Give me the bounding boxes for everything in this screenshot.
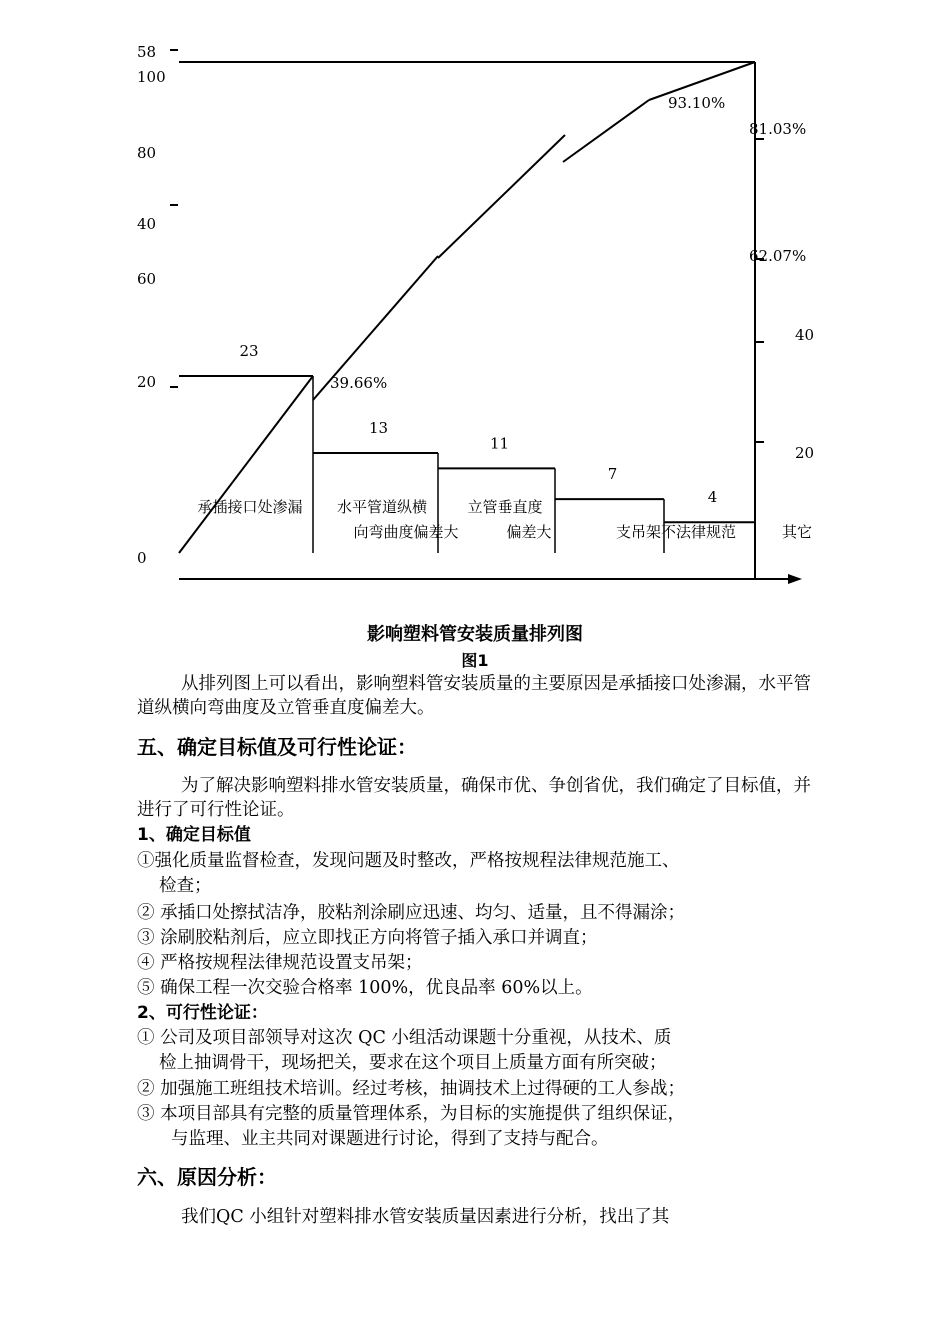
left-tick-label: 40: [137, 215, 157, 233]
category-label: 立管垂直度: [467, 498, 543, 516]
left-tick-label: 58: [137, 43, 157, 61]
left-tick-label: 80: [137, 144, 157, 162]
category-label: 支吊架不法律规范: [615, 523, 737, 541]
bar-value-label: 11: [489, 434, 510, 453]
left-tick-label: 20: [137, 373, 157, 391]
bar-value-label: 4: [707, 488, 718, 507]
cumulative-label: 93.10%: [668, 94, 726, 112]
list-item: ①强化质量监督检查，发现问题及时整改，严格按规程法律规范施工、: [137, 851, 680, 871]
left-tick-label: 60: [137, 270, 157, 288]
list-item: ② 承插口处擦拭洁净，胶粘剂涂刷应迅速、均匀、适量，且不得漏涂；: [137, 903, 686, 923]
cumulative-line: [179, 376, 313, 553]
category-label: 其它: [781, 523, 813, 541]
right-tick-label: 40: [795, 326, 815, 344]
list-item: 检上抽调骨干，现场把关，要求在这个项目上质量方面有所突破；: [159, 1053, 667, 1073]
cumulative-line: [438, 135, 565, 258]
cumulative-label: 39.66%: [330, 374, 388, 392]
pareto-chart: [0, 0, 950, 600]
figure-title: 影响塑料管安装质量排列图: [367, 624, 583, 645]
list-item: ⑤ 确保工程一次交验合格率 100%，优良品率 60%以上。: [137, 978, 593, 998]
list-item: ④ 严格按规程法律规范设置支吊架；: [137, 953, 423, 973]
right-tick-label: 20: [795, 444, 815, 462]
cumulative-label: 62.07%: [749, 247, 807, 265]
chart-labels: [137, 43, 814, 567]
bar-value-label: 13: [368, 418, 389, 437]
category-label: 承插接口处渗漏: [197, 498, 303, 516]
cumulative-curve: [179, 62, 755, 553]
category-label: 水平管道纵横: [336, 498, 428, 516]
list-item: ② 加强施工班组技术培训。经过考核，抽调技术上过得硬的工人参战；: [137, 1079, 686, 1099]
category-label: 偏差大: [506, 523, 552, 541]
cumulative-label: 81.03%: [749, 120, 807, 138]
x-axis-arrow-icon: [788, 574, 802, 584]
section-5-heading: 五、确定目标值及可行性论证：: [137, 735, 417, 759]
bar-value-label: 7: [607, 465, 618, 484]
subheading-feasibility: 2、可行性论证：: [137, 1003, 268, 1023]
subheading-targets: 1、确定目标值: [137, 825, 251, 845]
cumulative-line: [563, 100, 649, 162]
list-item: 检查；: [159, 876, 212, 896]
list-item: ① 公司及项目部领导对这次 QC 小组活动课题十分重视，从技术、质: [137, 1028, 672, 1048]
section-6-intro: 我们QC 小组针对塑料排水管安装质量因素进行分析，找出了其: [181, 1207, 670, 1227]
list-item: 与监理、业主共同对课题进行讨论，得到了支持与配合。: [171, 1129, 609, 1149]
section-6-heading: 六、原因分析：: [137, 1165, 277, 1189]
list-item: ③ 涂刷胶粘剂后，应立即找正方向将管子插入承口并调直；: [137, 928, 598, 948]
section-5-intro: 为了解决影响塑料排水管安装质量，确保市优、争创省优，我们确定了目标值，并进行了可行性论证。: [137, 776, 811, 820]
figure-label: 图1: [461, 651, 489, 670]
paragraph-conclusion: 从排列图上可以看出，影响塑料管安装质量的主要原因是承插接口处渗漏，水平管道纵横向弯曲度及立管垂直度偏差大。: [137, 674, 811, 718]
left-tick-label: 100: [137, 68, 166, 86]
bar-value-label: 23: [239, 342, 259, 360]
category-label: 向弯曲度偏差大: [353, 523, 459, 541]
left-tick-label: 0: [137, 549, 147, 567]
list-item: ③ 本项目部具有完整的质量管理体系，为目标的实施提供了组织保证，: [137, 1104, 686, 1124]
